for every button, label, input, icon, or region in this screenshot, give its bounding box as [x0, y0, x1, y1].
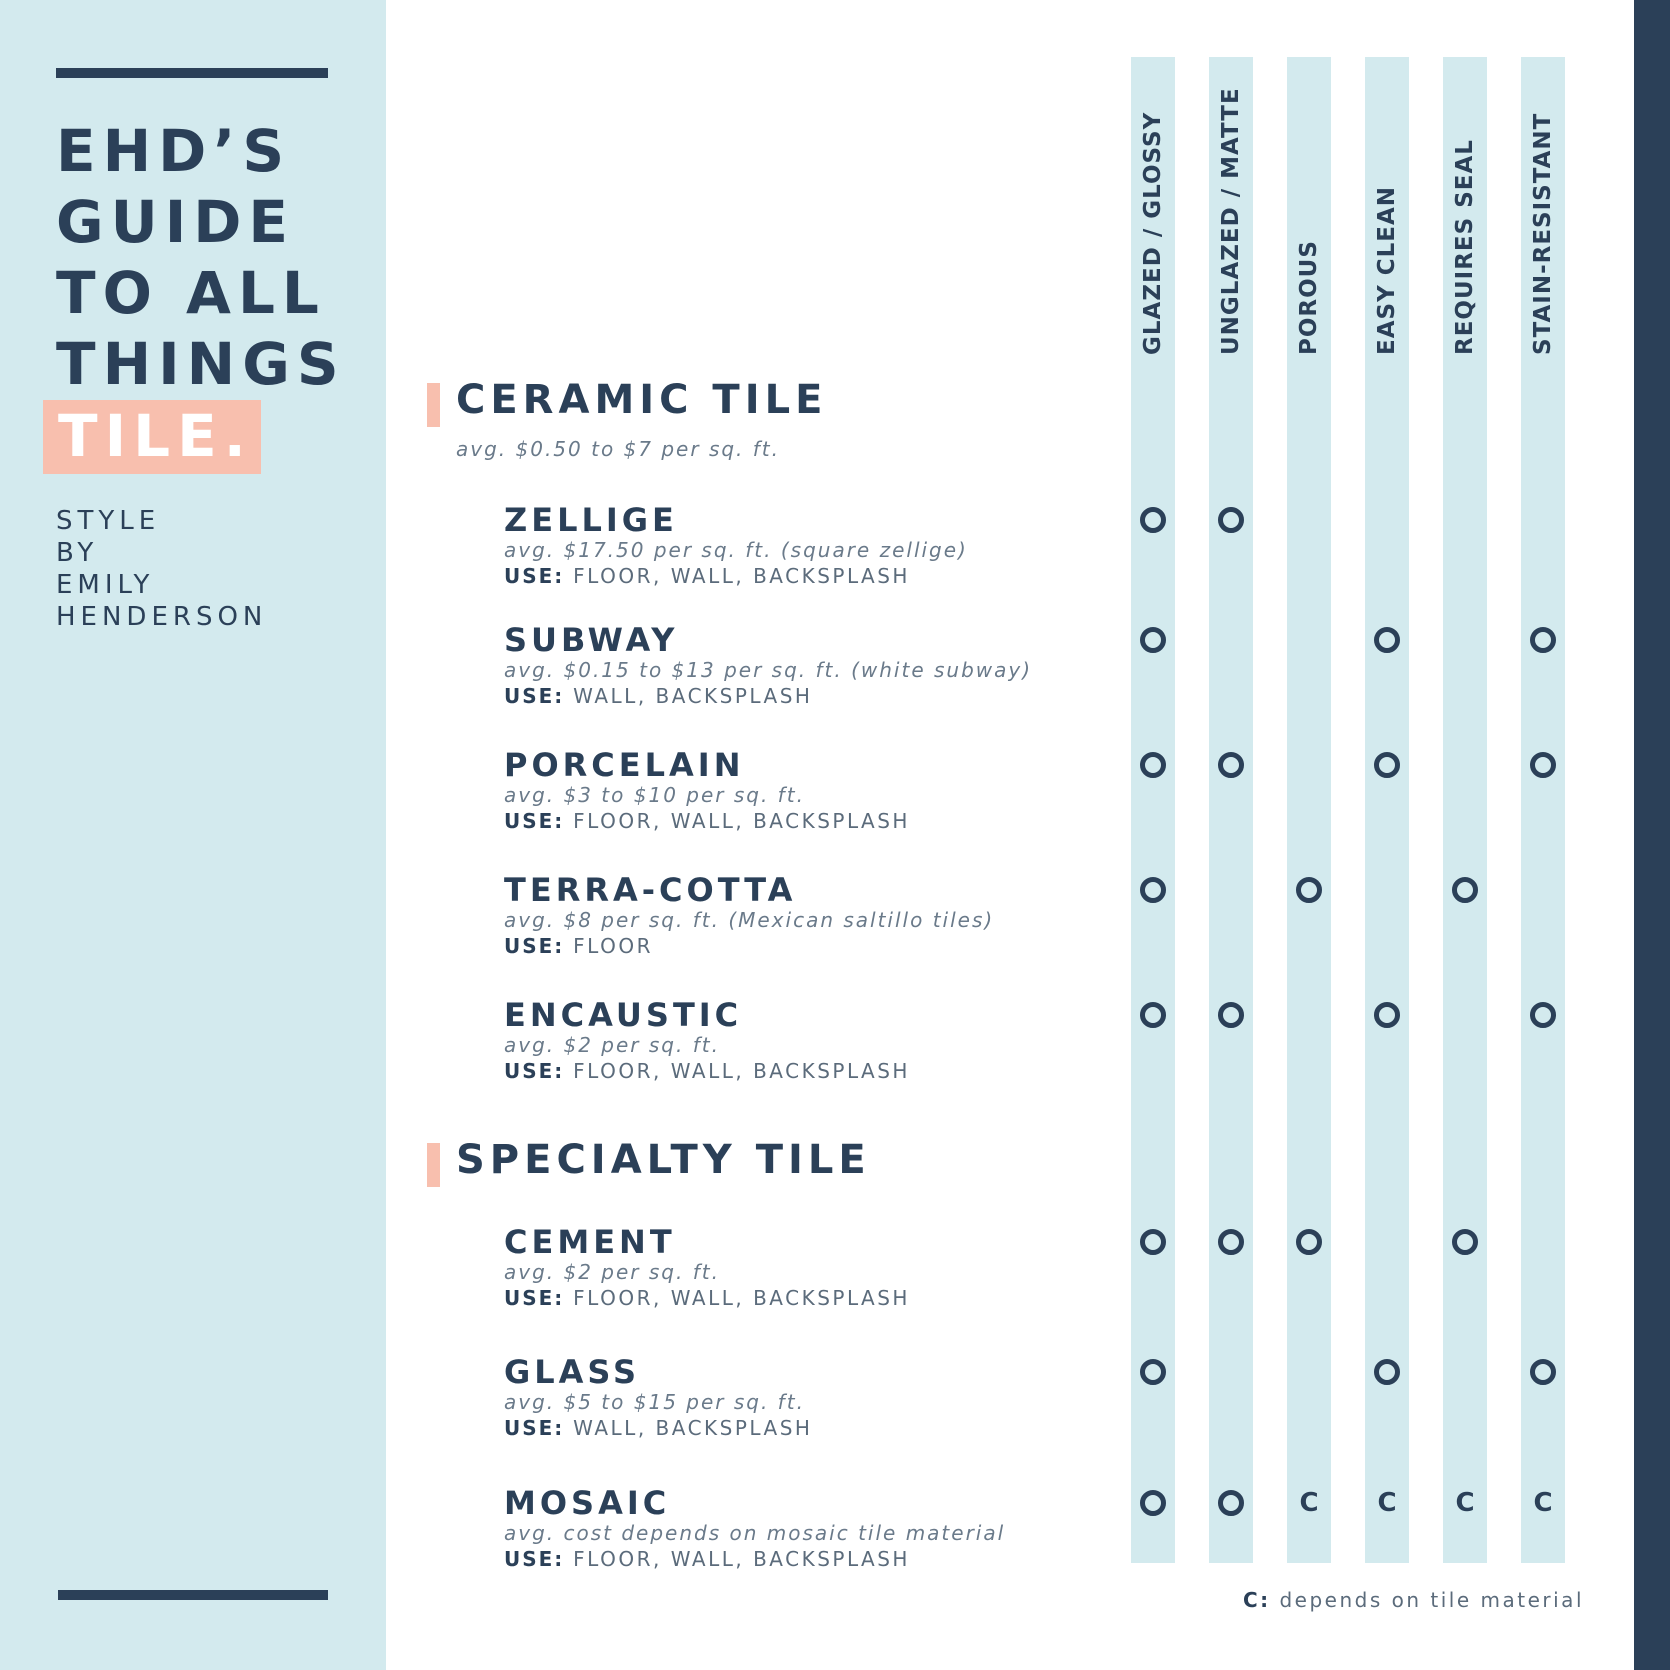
tile-price: avg. cost depends on mosaic tile material	[504, 1521, 1006, 1545]
check-circle-icon	[1529, 751, 1557, 779]
tile-name: MOSAIC	[504, 1484, 671, 1522]
tile-name: GLASS	[504, 1353, 641, 1391]
check-circle-icon	[1217, 1489, 1245, 1517]
check-circle-icon	[1529, 1001, 1557, 1029]
use-value: FLOOR, WALL, BACKSPLASH	[573, 1286, 910, 1310]
column-header: GLAZED / GLOSSY	[1140, 111, 1166, 355]
use-label: USE:	[504, 684, 565, 708]
section-marker	[427, 383, 440, 427]
check-circle-icon	[1373, 1001, 1401, 1029]
section-marker	[427, 1143, 440, 1187]
conditional-mark: C	[1455, 1488, 1475, 1518]
tile-name: PORCELAIN	[504, 746, 745, 784]
tile-name: SUBWAY	[504, 621, 679, 659]
check-circle-icon	[1139, 626, 1167, 654]
credit-line: EMILY	[56, 570, 155, 600]
check-circle-icon	[1139, 1358, 1167, 1386]
use-value: WALL, BACKSPLASH	[573, 1416, 813, 1440]
check-circle-icon	[1217, 751, 1245, 779]
credit-line: HENDERSON	[56, 602, 268, 632]
use-value: FLOOR, WALL, BACKSPLASH	[573, 1059, 910, 1083]
section-title: CERAMIC TILE	[456, 377, 828, 423]
tile-price: avg. $17.50 per sq. ft. (square zellige)	[504, 538, 968, 562]
tile-price: avg. $2 per sq. ft.	[504, 1260, 720, 1284]
tile-use	[504, 564, 910, 588]
check-circle-icon	[1139, 751, 1167, 779]
check-circle-icon	[1373, 751, 1401, 779]
conditional-mark: C	[1533, 1488, 1553, 1518]
check-circle-icon	[1373, 626, 1401, 654]
tile-name: CEMENT	[504, 1223, 676, 1261]
footnote-key: C:	[1242, 1588, 1271, 1612]
use-label: USE:	[504, 1286, 565, 1310]
tile-price: avg. $2 per sq. ft.	[504, 1033, 720, 1057]
use-label: USE:	[504, 809, 565, 833]
right-edge-bar	[1634, 0, 1670, 1670]
footnote	[1243, 1588, 1584, 1612]
tile-use	[504, 809, 910, 833]
title-line-2: GUIDE	[56, 188, 296, 256]
tile-use	[504, 1059, 910, 1083]
tile-name: ZELLIGE	[504, 501, 678, 539]
column-header: STAIN-RESISTANT	[1530, 112, 1556, 355]
column-header: REQUIRES SEAL	[1452, 139, 1478, 355]
tile-price: avg. $3 to $10 per sq. ft.	[504, 783, 805, 807]
check-circle-icon	[1139, 1489, 1167, 1517]
check-circle-icon	[1373, 1358, 1401, 1386]
credit-block	[56, 505, 267, 633]
title-line-4: THINGS	[56, 330, 346, 398]
use-value: FLOOR, WALL, BACKSPLASH	[573, 809, 910, 833]
check-circle-icon	[1217, 1228, 1245, 1256]
section-title: SPECIALTY TILE	[456, 1137, 871, 1183]
use-value: WALL, BACKSPLASH	[573, 684, 813, 708]
use-value: FLOOR	[573, 934, 653, 958]
tile-use	[504, 934, 653, 958]
check-circle-icon	[1451, 876, 1479, 904]
check-circle-icon	[1217, 506, 1245, 534]
section-price: avg. $0.50 to $7 per sq. ft.	[456, 437, 781, 461]
title-highlight-word: TILE.	[58, 402, 253, 470]
check-circle-icon	[1529, 1358, 1557, 1386]
check-circle-icon	[1139, 876, 1167, 904]
credit-line: STYLE	[56, 506, 161, 536]
bottom-divider	[58, 1590, 328, 1600]
use-value: FLOOR, WALL, BACKSPLASH	[573, 1547, 910, 1571]
check-circle-icon	[1139, 506, 1167, 534]
tile-use	[504, 684, 812, 708]
title-line-1: EHD’S	[56, 117, 292, 185]
column-header: POROUS	[1296, 240, 1322, 355]
check-circle-icon	[1451, 1228, 1479, 1256]
tile-use	[504, 1547, 910, 1571]
use-label: USE:	[504, 934, 565, 958]
credit-line: BY	[56, 538, 99, 568]
use-label: USE:	[504, 1416, 565, 1440]
use-label: USE:	[504, 1547, 565, 1571]
top-divider	[56, 68, 328, 78]
check-circle-icon	[1217, 1001, 1245, 1029]
tile-use	[504, 1286, 910, 1310]
tile-name: TERRA-COTTA	[504, 871, 797, 909]
column-header: EASY CLEAN	[1374, 185, 1400, 355]
check-circle-icon	[1295, 876, 1323, 904]
tile-price: avg. $0.15 to $13 per sq. ft. (white subway)	[504, 658, 1033, 682]
tile-price: avg. $8 per sq. ft. (Mexican saltillo tiles)	[504, 908, 995, 932]
footnote-text: depends on tile material	[1279, 1588, 1584, 1612]
use-label: USE:	[504, 1059, 565, 1083]
check-circle-icon	[1295, 1228, 1323, 1256]
conditional-mark: C	[1377, 1488, 1397, 1518]
check-circle-icon	[1139, 1001, 1167, 1029]
tile-price: avg. $5 to $15 per sq. ft.	[504, 1390, 805, 1414]
use-label: USE:	[504, 564, 565, 588]
use-value: FLOOR, WALL, BACKSPLASH	[573, 564, 910, 588]
conditional-mark: C	[1299, 1488, 1319, 1518]
column-header: UNGLAZED / MATTE	[1218, 87, 1244, 355]
tile-name: ENCAUSTIC	[504, 996, 743, 1034]
title-line-3: TO ALL	[56, 259, 326, 327]
check-circle-icon	[1529, 626, 1557, 654]
tile-use	[504, 1416, 812, 1440]
check-circle-icon	[1139, 1228, 1167, 1256]
